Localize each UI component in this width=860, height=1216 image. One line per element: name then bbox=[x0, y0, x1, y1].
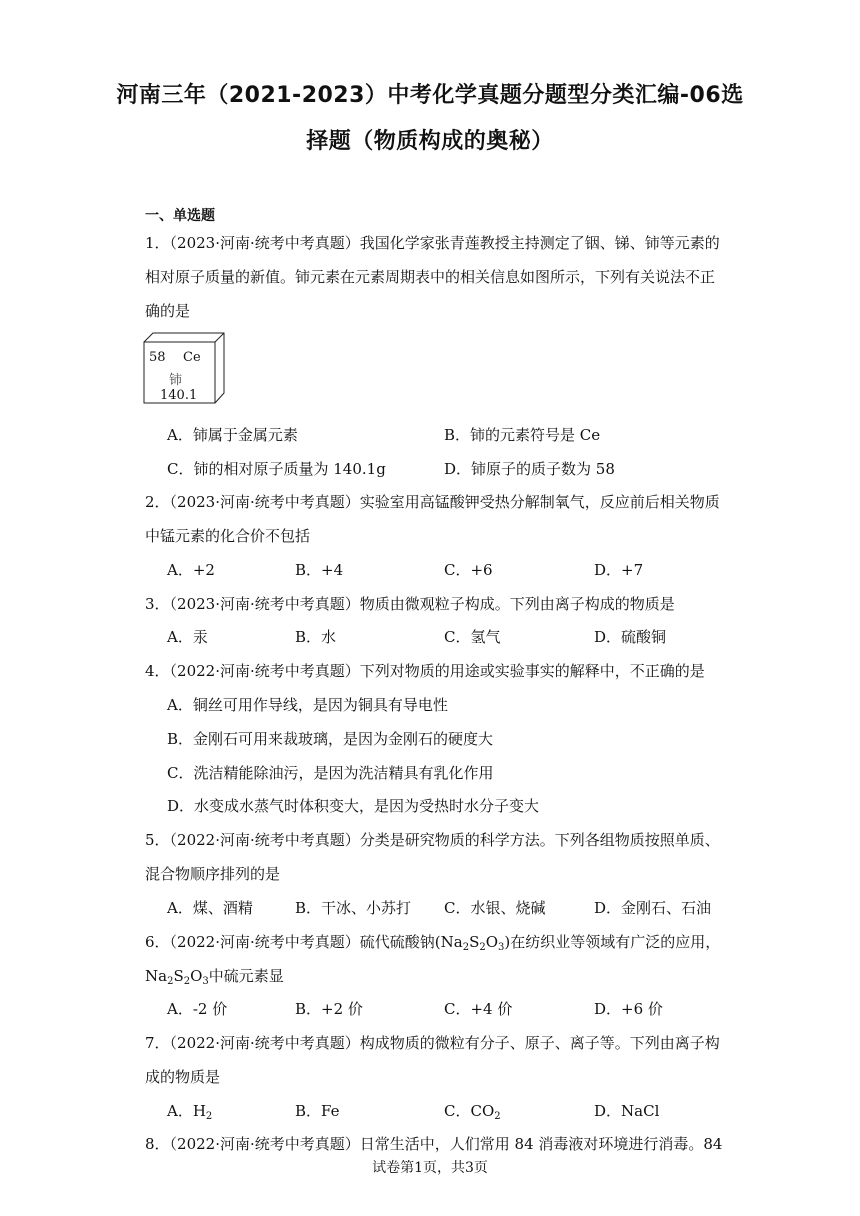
question-text-line: 1．（2023·河南·统考中考真题）我国化学家张青莲教授主持测定了铟、锑、铈等元素的 bbox=[145, 234, 720, 252]
option-a[interactable]: A．铜丝可用作导线，是因为铜具有导电性 bbox=[167, 696, 448, 714]
question-text-line: 6．（2022·河南·统考中考真题）硫代硫酸钠$(Na_2S_2O_3)$在纺织业等领域有广泛的应用， bbox=[145, 933, 721, 953]
option-c[interactable]: C．洗洁精能除油污，是因为洗洁精具有乳化作用 bbox=[167, 764, 494, 782]
option-d[interactable]: D．+6 价 bbox=[594, 1000, 663, 1018]
question-text-line: 混合物顺序排列的是 bbox=[145, 865, 281, 883]
question-text-line: $Na_2S_2O_3$中硫元素显 bbox=[145, 967, 284, 987]
option-b[interactable]: B．水 bbox=[295, 628, 337, 646]
option-a[interactable]: A．+2 bbox=[167, 561, 215, 579]
option-c[interactable]: C．水银、烧碱 bbox=[444, 899, 546, 917]
page-footer: 试卷第1页，共3页 bbox=[372, 1160, 488, 1176]
question-text-line: 相对原子质量的新值。铈元素在元素周期表中的相关信息如图所示，下列有关说法不正 bbox=[145, 268, 716, 286]
option-b[interactable]: B．铈的元素符号是 Ce bbox=[444, 426, 601, 444]
option-a[interactable]: A．$H_2$ bbox=[167, 1102, 213, 1122]
title-line-1: 河南三年（2021-2023）中考化学真题分题型分类汇编-06选 bbox=[116, 83, 744, 108]
option-a[interactable]: A．煤、酒精 bbox=[167, 899, 253, 917]
question-text-line: 5．（2022·河南·统考中考真题）分类是研究物质的科学方法。下列各组物质按照单质、 bbox=[145, 831, 720, 849]
question-text-line: 7．（2022·河南·统考中考真题）构成物质的微粒有分子、原子、离子等。下列由离子构 bbox=[145, 1034, 720, 1052]
question-text-line: 成的物质是 bbox=[145, 1068, 221, 1086]
section-heading: 一、单选题 bbox=[145, 208, 215, 224]
question-text-line: 4．（2022·河南·统考中考真题）下列对物质的用途或实验事实的解释中，不正确的是 bbox=[145, 662, 705, 680]
option-a[interactable]: A．铈属于金属元素 bbox=[167, 426, 298, 444]
option-d[interactable]: D．水变成水蒸气时体积变大，是因为受热时水分子变大 bbox=[167, 797, 540, 815]
title-line-2: 择题（物质构成的奥秘） bbox=[306, 129, 554, 154]
option-d[interactable]: D．金刚石、石油 bbox=[594, 899, 712, 917]
option-a[interactable]: A．-2 价 bbox=[167, 1000, 228, 1018]
atomic-number: 58 bbox=[149, 350, 166, 365]
element-name: 铈 bbox=[169, 373, 183, 388]
option-c[interactable]: C．铈的相对原子质量为 140.1g bbox=[167, 460, 386, 478]
atomic-mass: 140.1 bbox=[160, 388, 198, 403]
option-c[interactable]: C．氢气 bbox=[444, 628, 501, 646]
option-b[interactable]: B．+4 bbox=[295, 561, 344, 579]
option-d[interactable]: D．+7 bbox=[594, 561, 644, 579]
option-b[interactable]: B．+2 价 bbox=[295, 1000, 363, 1018]
question-text-line: 2．（2023·河南·统考中考真题）实验室用高锰酸钾受热分解制氧气，反应前后相关物质 bbox=[145, 493, 720, 511]
option-d[interactable]: D．硫酸铜 bbox=[594, 628, 667, 646]
question-text-line: 确的是 bbox=[145, 302, 191, 320]
question-text-line: 3．（2023·河南·统考中考真题）物质由微观粒子构成。下列由离子构成的物质是 bbox=[145, 595, 675, 613]
option-d[interactable]: D．铈原子的质子数为 58 bbox=[444, 460, 615, 478]
option-c[interactable]: C．+4 价 bbox=[444, 1000, 513, 1018]
option-b[interactable]: B．干冰、小苏打 bbox=[295, 899, 412, 917]
question-text-line: 8．（2022·河南·统考中考真题）日常生活中，人们常用 84 消毒液对环境进行消毒。84 bbox=[145, 1135, 723, 1153]
option-d[interactable]: D．NaCl bbox=[594, 1102, 660, 1120]
element-tile-figure bbox=[143, 332, 225, 404]
option-a[interactable]: A．汞 bbox=[167, 628, 208, 646]
option-c[interactable]: C．$CO_2$ bbox=[444, 1102, 501, 1122]
question-text-line: 中锰元素的化合价不包括 bbox=[145, 527, 311, 545]
option-c[interactable]: C．+6 bbox=[444, 561, 493, 579]
option-b[interactable]: B．Fe bbox=[295, 1102, 340, 1120]
element-symbol: Ce bbox=[183, 350, 201, 365]
option-b[interactable]: B．金刚石可用来裁玻璃，是因为金刚石的硬度大 bbox=[167, 730, 494, 748]
